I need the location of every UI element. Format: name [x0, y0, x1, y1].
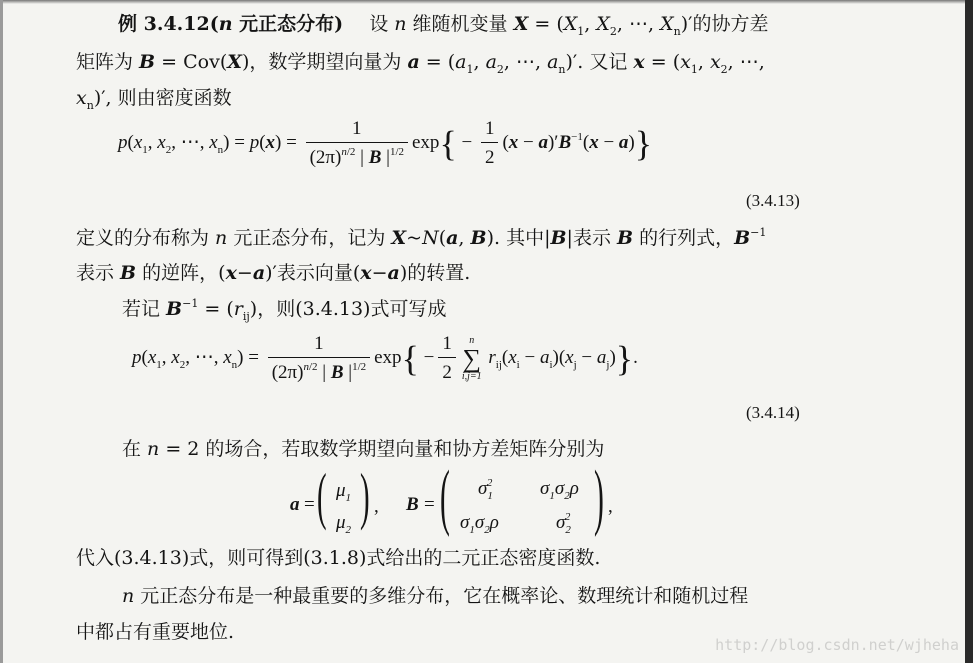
matrix-b-paren-right: ) [594, 456, 604, 538]
eq14-brace-right: } [615, 338, 634, 379]
eq14-numerator: 1 [314, 333, 324, 354]
eq14-exp: exp [374, 346, 402, 368]
eq13-fraction [306, 118, 408, 169]
equation-3-4-14: $p(x_1$, $x_2$, ⋯, $x_n$) = $\frac{1}{(2\pi)^{n/2} | B |^{1/2}}$ exp{ − $\frac{1}{2}$ n ∑ i,j=1 $r_{ij}(x_i - a_i)(x_j - a_j)$}. [132, 333, 638, 383]
eq14-brace-left: { [401, 338, 419, 379]
eq14-fraction [268, 333, 370, 384]
eq13-half: $\frac{1}{2}$ [481, 118, 499, 169]
matrix-b-equals: = [424, 494, 435, 515]
eq14-denominator: $(2\pi)^{n/2}$ | B $|^{1/2}$ [268, 357, 370, 384]
matrix-b-entry-12: $\sigma_1\sigma_2\rho$ [540, 478, 579, 502]
example-line3: $x_n)'$, 则由密度函数 [76, 87, 232, 112]
matrix-a-entry-2: $\mu_2$ [336, 512, 352, 536]
eq13-denominator: $(2\pi)^{n/2}$ | B $|^{1/2}$ [306, 142, 408, 169]
eq14-tail: . [633, 346, 638, 368]
eq13-number: (3.4.13) [746, 191, 800, 210]
para1-line1: 定义的分布称为 n 元正态分布，记为 X~N(a, B). 其中|B|表示 B 的行列式，$B^{-1}$ [76, 226, 767, 249]
matrix-a-paren-right: ) [360, 460, 370, 531]
example-label: 例 3.4.12( [118, 13, 219, 35]
para1-line2: 表示 B 的逆阵，(x−a)′表示向量(x−a)的转置. [76, 262, 471, 284]
scan-left-edge [0, 0, 3, 663]
example-line1-rest: 设 n 维随机变量 $X = (X_1$, $X_2$, ⋯, $X_n)'$的协方差 [369, 13, 769, 38]
eq13-brace-right: } [634, 123, 653, 164]
matrix-a-entry-1: $\mu_1$ [336, 480, 352, 504]
eq14-summation: n ∑ i,j=1 [461, 334, 482, 382]
eq14-number: (3.4.14) [746, 403, 800, 422]
para4-line1: 代入(3.4.13)式，则可得到(3.1.8)式给出的二元正态密度函数. [76, 547, 601, 569]
matrix-b-label: B [406, 494, 419, 515]
equation-3-4-13 [118, 118, 652, 169]
example-line2: 矩阵为 B = Cov(X)，数学期望向量为 $a = (a_1$, $a_2$, ⋯, $a_n)'$. 又记 $x = (x_1$, $x_2$, ⋯, [76, 51, 765, 76]
matrix-b-entry-11: $\sigma_1^2$ [478, 477, 493, 502]
eq14-lhs: $p(x_1$, $x_2$, ⋯, $x_n$) = [132, 346, 259, 371]
para3-line1: 在 n = 2 的场合，若取数学期望向量和协方差矩阵分别为 [122, 438, 605, 460]
eq13-body: − $\frac{1}{2}$ $(x - a)'B^{-1}(x - a)$ [461, 118, 635, 168]
matrix-a-equals: = [304, 494, 315, 515]
example-heading [118, 12, 768, 39]
scan-top-edge [0, 0, 973, 4]
matrix-a-label: a [290, 494, 300, 515]
watermark-url: http://blog.csdn.net/wjheha [715, 636, 959, 654]
para5-line2: 中都占有重要地位. [76, 621, 235, 643]
matrix-b-paren-left: ( [440, 456, 450, 538]
matrices-block [290, 456, 620, 542]
para5-line1: n 元正态分布是一种最重要的多维分布，它在概率论、数理统计和随机过程 [122, 585, 749, 607]
para2-line1: 若记 $B^{-1} = (r_{ij})$，则(3.4.13)式可写成 [122, 297, 447, 323]
matrix-tail: , [608, 496, 613, 517]
eq14-half: $\frac{1}{2}$ [438, 333, 456, 384]
example-title: 元正态分布) [232, 13, 344, 35]
eq13-lhs: $p(x_1$, $x_2$, ⋯, $x_n) = p(x)$ = [118, 131, 297, 156]
eq13-brace-left: { [439, 123, 457, 164]
matrix-separator: , [374, 496, 379, 517]
matrix-b-entry-21: $\sigma_1\sigma_2\rho$ [460, 512, 499, 536]
eq13-numerator: 1 [352, 118, 362, 139]
scan-right-border [965, 0, 973, 663]
example-n: n [218, 13, 233, 35]
eq14-body: $r_{ij}(x_i - a_i)(x_j - a_j)$ [488, 346, 616, 371]
matrix-a-paren-left: ( [317, 460, 327, 531]
eq13-exp: exp [412, 131, 440, 153]
matrix-b-entry-22: $\sigma_2^2$ [556, 511, 571, 536]
